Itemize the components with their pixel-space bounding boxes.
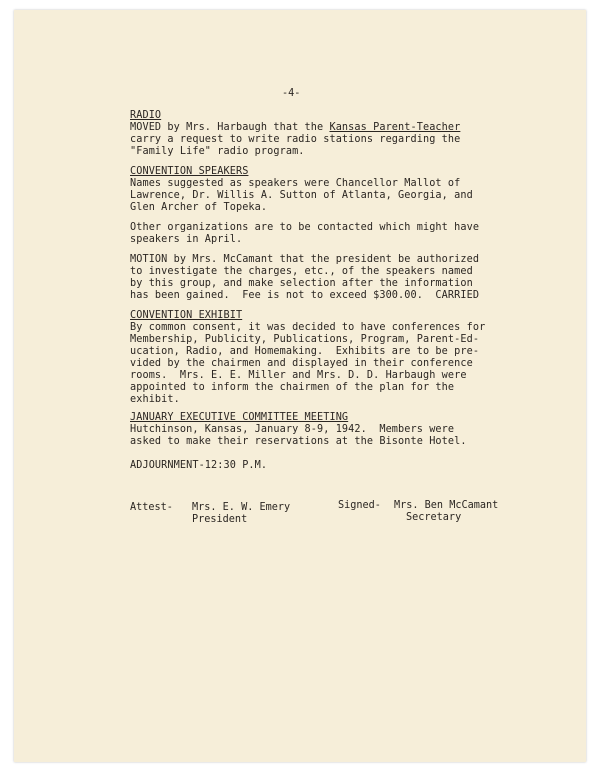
adjournment: ADJOURNMENT-12:30 P.M. [130, 460, 268, 471]
speakers-p2-line-2: speakers in April. [130, 234, 243, 245]
exhibit-line-7: exhibit. [130, 394, 180, 405]
speakers-p3-line-4: has been gained. Fee is not to exceed $300.00. CARRIED [130, 290, 480, 301]
signed-title: Secretary [406, 512, 462, 523]
january-line-1: Hutchinson, Kansas, January 8-9, 1942. Members were [130, 424, 455, 435]
speakers-p1-line-2: Lawrence, Dr. Willis A. Sutton of Atlanta, Georgia, and [130, 190, 473, 201]
radio-heading: RADIO [130, 110, 162, 121]
exhibit-line-4: vided by the chairmen and displayed in their conference [130, 358, 473, 369]
exhibit-line-5: rooms. Mrs. E. E. Miller and Mrs. D. D. Harbaugh were [130, 370, 467, 381]
speakers-p1-line-1: Names suggested as speakers were Chancellor Mallot of [130, 178, 461, 189]
exhibit-line-6: appointed to inform the chairmen of the plan for the [130, 382, 455, 393]
signed-label: Signed- [338, 500, 381, 511]
speakers-heading: CONVENTION SPEAKERS [130, 166, 249, 177]
january-heading: JANUARY EXECUTIVE COMMITTEE MEETING [130, 412, 349, 423]
page-number: -4- [282, 88, 301, 99]
speakers-p3-line-2: to investigate the charges, etc., of the speakers named [130, 266, 473, 277]
radio-line-1 [130, 122, 460, 134]
kansas-parent-teacher-text: Kansas Parent-Teacher [329, 122, 461, 133]
speakers-p3-line-1: MOTION by Mrs. McCamant that the president be authorized [130, 254, 480, 265]
exhibit-line-2: Membership, Publicity, Publications, Program, Parent-Ed- [130, 334, 480, 345]
exhibit-heading: CONVENTION EXHIBIT [130, 310, 243, 321]
radio-line-1-text: MOVED by Mrs. Harbaugh that the [130, 122, 330, 133]
document-page [14, 10, 586, 762]
january-line-2: asked to make their reservations at the Bisonte Hotel. [130, 436, 467, 447]
exhibit-line-3: ucation, Radio, and Homemaking. Exhibits are to be pre- [130, 346, 480, 357]
radio-line-3: "Family Life" radio program. [130, 146, 305, 157]
exhibit-line-1: By common consent, it was decided to have conferences for [130, 322, 486, 333]
attest-name: Mrs. E. W. Emery [192, 502, 291, 513]
speakers-p1-line-3: Glen Archer of Topeka. [130, 202, 268, 213]
attest-label: Attest- [130, 502, 173, 513]
signed-name: Mrs. Ben McCamant [394, 500, 499, 511]
radio-line-2: carry a request to write radio stations regarding the [130, 134, 461, 145]
speakers-p2-line-1: Other organizations are to be contacted which might have [130, 222, 480, 233]
speakers-p3-line-3: by this group, and make selection after the information [130, 278, 473, 289]
attest-title: President [192, 514, 248, 525]
